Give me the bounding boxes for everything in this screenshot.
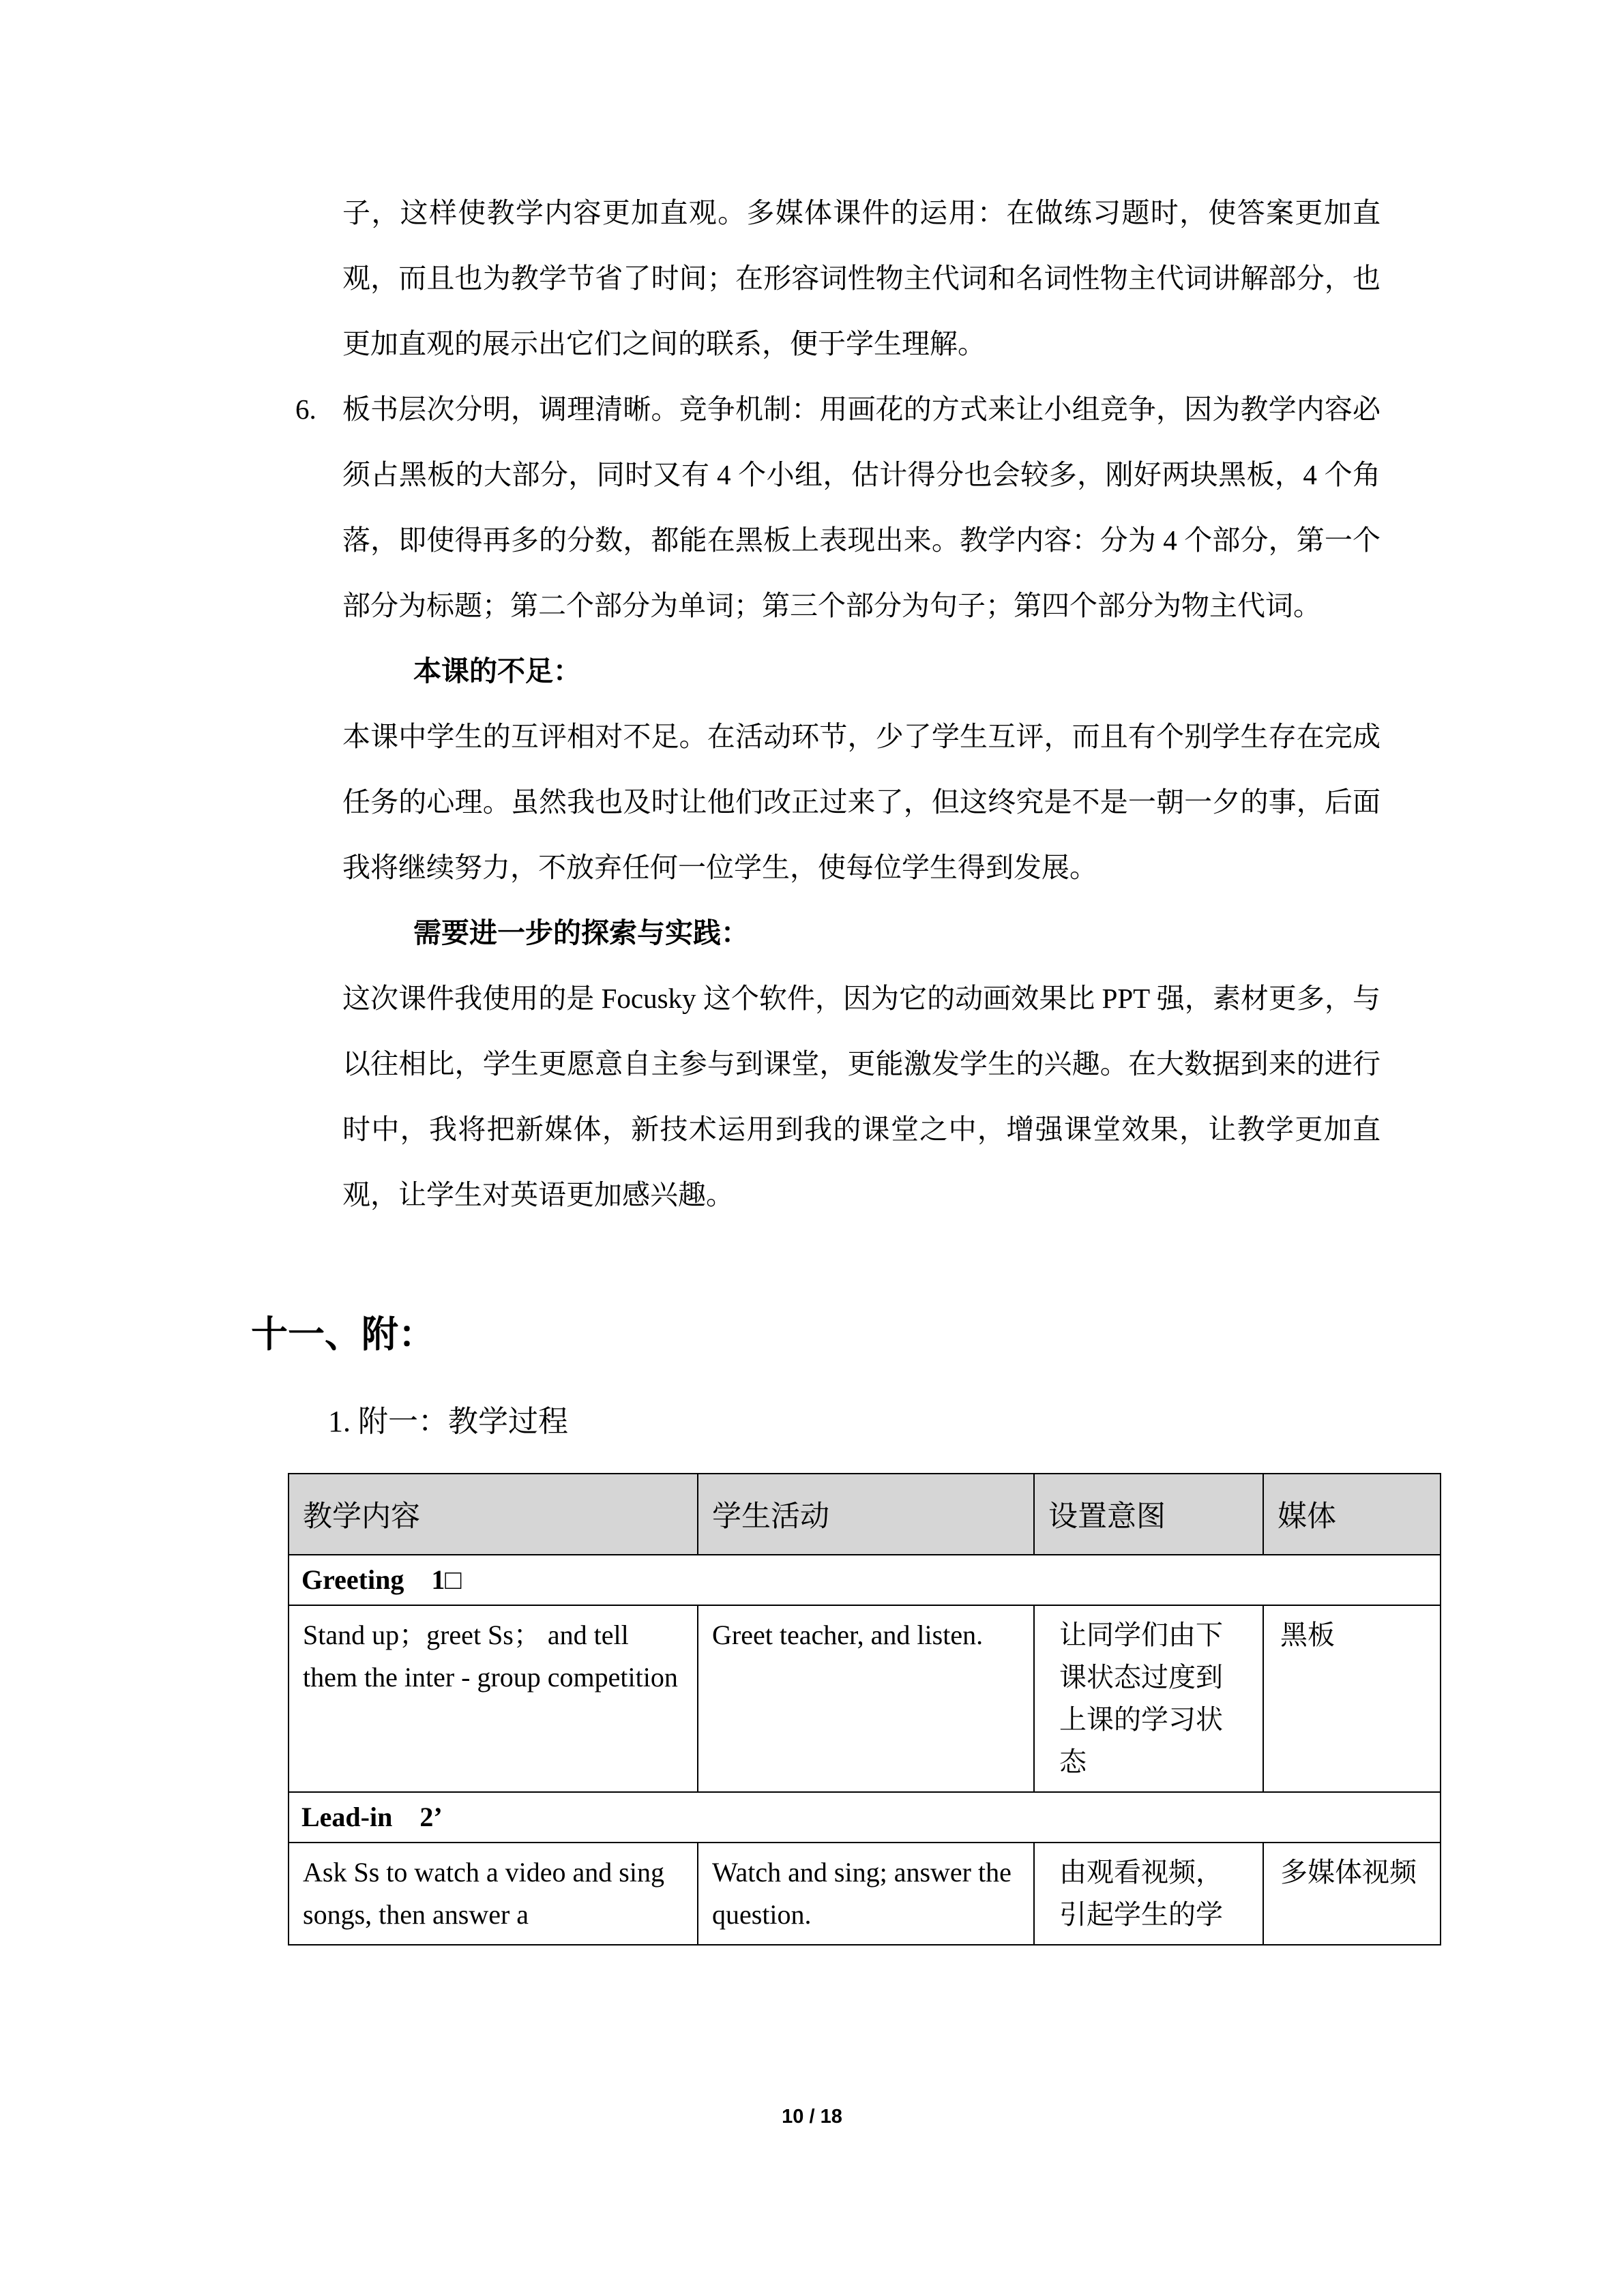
table-row-greeting-1	[289, 1605, 1441, 1792]
paragraph-exploration: 这次课件我使用的是 Focusky 这个软件，因为它的动画效果比 PPT 强，素材更多，与以往相比，学生更愿意自主参与到课堂，更能激发学生的兴趣。在大数据到来的进行时中，我将把新媒体，新技术运用到我的课堂之中，增强课堂效果，让教学更加直观，让学生对英语更加感兴趣。	[342, 983, 1381, 1210]
list-number: 6.	[295, 393, 316, 425]
lesson-plan-table	[288, 1473, 1441, 1945]
paragraph-continuation: 子，这样使教学内容更加直观。多媒体课件的运用：在做练习题时，使答案更加直观，而且也为教学节省了时间；在形容词性物主代词和名词性物主代词讲解部分，也更加直观的展示出它们之间的联系，便于学生理解。	[342, 197, 1381, 359]
heading-exploration: 需要进一步的探索与实践：	[413, 917, 749, 949]
table-section-row-greeting	[289, 1555, 1441, 1605]
header-student-activity: 学生活动	[698, 1474, 1034, 1555]
table-row-leadin-1	[289, 1843, 1441, 1945]
list-item-6	[295, 376, 1381, 638]
paragraph-shortcomings: 本课中学生的互评相对不足。在活动环节，少了学生互评，而且有个别学生存在完成任务的心理。虽然我也及时让他们改正过来了，但这终究是不是一朝一夕的事，后面我将继续努力，不放弃任何一位学生，使每位学生得到发展。	[342, 721, 1381, 883]
list-item-text: 板书层次分明，调理清晰。竞争机制：用画花的方式来让小组竞争，因为教学内容必须占黑板的大部分，同时又有 4 个小组，估计得分也会较多，刚好两块黑板，4 个角落，即使得再多的分数，都能在黑板上表现出来。教学内容：分为 4 个部分，第一个部分为标题；第二个部分为单词；第三个部分为句子；第四个部分为物主代词。	[342, 393, 1381, 621]
heading-shortcomings: 本课的不足：	[413, 655, 581, 687]
cell-design-intent: 由观看视频，引起学生的学	[1034, 1843, 1263, 1945]
cell-design-intent: 让同学们由下课状态过度到上课的学习状态	[1034, 1605, 1263, 1792]
cell-student-activity: Greet teacher, and listen.	[698, 1605, 1034, 1792]
cell-teaching-content: Stand up；greet Ss； and tell them the inter - group competition	[289, 1605, 698, 1792]
section-label-leadin: Lead-in 2’	[289, 1792, 1441, 1843]
table-header-row	[289, 1474, 1441, 1555]
sub-heading-teaching-process: 1. 附一：教学过程	[328, 1405, 568, 1439]
section-heading-appendix: 十一、附：	[251, 1314, 435, 1355]
header-media: 媒体	[1263, 1474, 1441, 1555]
table-section-row-leadin	[289, 1792, 1441, 1843]
header-design-intent: 设置意图	[1034, 1474, 1263, 1555]
cell-media: 多媒体视频	[1263, 1843, 1441, 1945]
cell-student-activity: Watch and sing; answer the question.	[698, 1843, 1034, 1945]
cell-teaching-content: Ask Ss to watch a video and sing songs, then answer a	[289, 1843, 698, 1945]
header-teaching-content: 教学内容	[289, 1474, 698, 1555]
section-label-greeting: Greeting 1□	[289, 1555, 1441, 1605]
page-number: 10 / 18	[782, 2106, 842, 2128]
cell-media: 黑板	[1263, 1605, 1441, 1792]
